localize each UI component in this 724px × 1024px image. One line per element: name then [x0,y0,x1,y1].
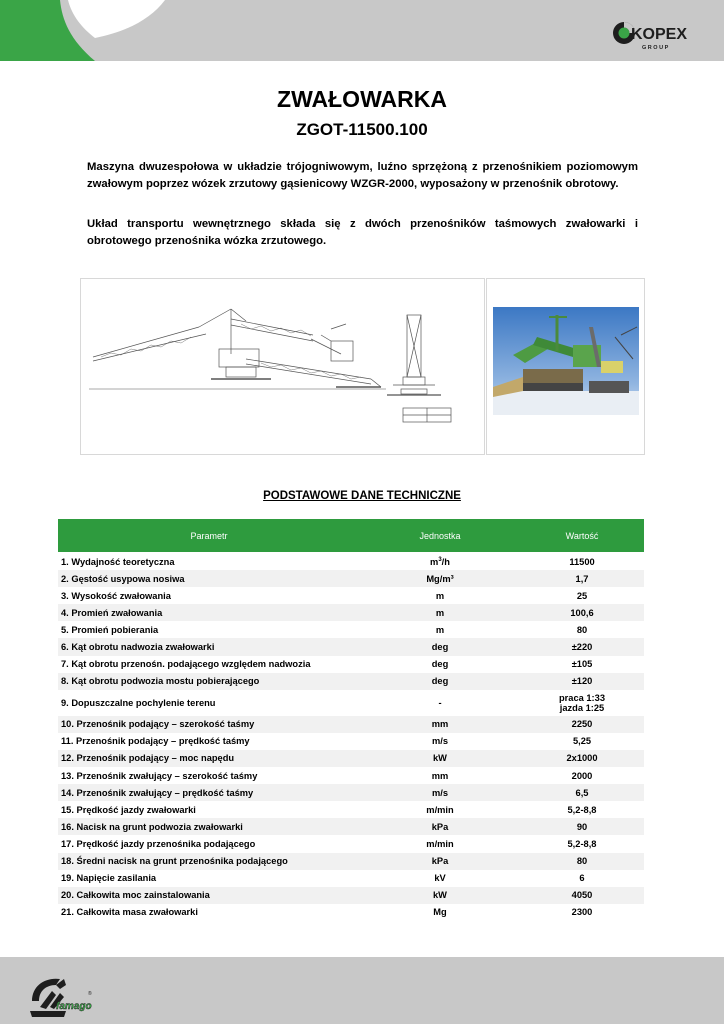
value-cell: 4050 [520,887,644,904]
unit-cell: mm [360,767,520,784]
section-heading: PODSTAWOWE DANE TECHNICZNE [263,490,461,502]
table-row [58,904,644,921]
table-row [58,733,644,750]
table-row [58,638,644,655]
unit-cell: Mg [360,904,520,921]
value-line-2: jazda 1:25 [559,702,605,713]
unit-cell: kW [360,750,520,767]
unit-cell: deg [360,673,520,690]
unit-cell: mm [360,716,520,733]
unit-cell: m [360,621,520,638]
table-row [58,570,644,587]
parameter-cell: 1. Wydajność teoretyczna [58,553,360,570]
value-cell: 100,6 [520,604,644,621]
table-row [58,853,644,870]
unit-cell: m/min [360,835,520,852]
value-cell: 80 [520,853,644,870]
table-row [58,835,644,852]
table-row [58,690,644,716]
parameter-cell: 12. Przenośnik podający – moc napędu [58,750,360,767]
kopex-logo-subtext: G R O U P [642,45,669,51]
parameter-cell: 14. Przenośnik zwałujący – prędkość taśmy [58,784,360,801]
footer-band [0,957,724,1024]
parameter-cell: 17. Prędkość jazdy przenośnika podającego [58,835,360,852]
value-cell: 2x1000 [520,750,644,767]
famago-logo [26,971,98,1021]
value-cell: 5,2-8,8 [520,801,644,818]
table-body [58,553,644,921]
unit-cell: m [360,587,520,604]
table-row [58,656,644,673]
parameter-cell: 7. Kąt obrotu przenośn. podającego względem nadwozia [58,656,360,673]
unit-superscript: 3 [438,557,442,563]
technical-drawing-figure [80,278,485,455]
unit-cell: kPa [360,853,520,870]
table-row [58,716,644,733]
parameter-cell: 20. Całkowita moc zainstalowania [58,887,360,904]
column-header-value: Wartość [520,519,644,553]
parameter-cell: 15. Prędkość jazdy zwałowarki [58,801,360,818]
table-row [58,784,644,801]
value-cell: 5,25 [520,733,644,750]
header-band [0,0,724,61]
parameter-cell: 18. Średni nacisk na grunt przenośnika podającego [58,853,360,870]
table-row [58,621,644,638]
decorative-arc-graphic [0,0,170,61]
parameter-cell: 9. Dopuszczalne pochylenie terenu [58,690,360,716]
unit-cell: m/s [360,733,520,750]
unit-cell: m/s [360,784,520,801]
unit-cell: deg [360,638,520,655]
unit-cell: - [360,690,520,716]
value-cell: 90 [520,818,644,835]
table-row [58,767,644,784]
parameter-cell: 3. Wysokość zwałowania [58,587,360,604]
value-cell: ±105 [520,656,644,673]
unit-cell: kW [360,887,520,904]
column-header-parameter: Parametr [58,519,360,553]
value-line-1: praca 1:33 [559,692,605,703]
unit-cell: deg [360,656,520,673]
famago-logo-text: famago [56,1001,92,1012]
table-row [58,604,644,621]
value-cell: 6,5 [520,784,644,801]
parameter-cell: 2. Gęstość usypowa nosiwa [58,570,360,587]
intro-paragraph-2: Układ transportu wewnętrznego składa się z dwóch przenośników taśmowych zwałowarki i obrotowego przenośnika wózka zrzutowego. [87,218,638,247]
kopex-logo [612,16,710,52]
table-row [58,673,644,690]
value-cell: 2250 [520,716,644,733]
page-title: ZWAŁOWARKA [277,86,447,112]
parameter-cell: 21. Całkowita masa zwałowarki [58,904,360,921]
unit-cell: kPa [360,818,520,835]
table-row [58,887,644,904]
value-cell: 6 [520,870,644,887]
table-row [58,587,644,604]
column-header-unit: Jednostka [360,519,520,553]
parameter-cell: 16. Nacisk na grunt podwozia zwałowarki [58,818,360,835]
table-row [58,870,644,887]
unit-cell: kV [360,870,520,887]
value-cell: 11500 [520,553,644,570]
unit-cell: m [360,604,520,621]
unit-cell [360,553,520,570]
value-cell: 1,7 [520,570,644,587]
value-cell: ±120 [520,673,644,690]
unit-suffix: /h [441,557,450,568]
unit-cell: m/min [360,801,520,818]
technical-drawing [81,279,486,456]
parameter-cell: 13. Przenośnik zwałujący – szerokość taśmy [58,767,360,784]
value-cell: 2300 [520,904,644,921]
technical-data-table [58,519,644,921]
parameter-cell: 10. Przenośnik podający – szerokość taśmy [58,716,360,733]
table-row [58,801,644,818]
table-row [58,553,644,570]
parameter-cell: 11. Przenośnik podający – prędkość taśmy [58,733,360,750]
unit-base: m [430,557,439,568]
page-subtitle: ZGOT-11500.100 [296,120,428,139]
unit-cell: Mg/m³ [360,570,520,587]
parameter-cell: 5. Promień pobierania [58,621,360,638]
intro-paragraph-1: Maszyna dwuzespołowa w układzie trójogniwowym, luźno sprzężoną z przenośnikiem poziomowym zwałowym poprzez wózek zrzutowy gąsienicowy WZGR-2000, wyposażony w przenośnik obrotowy. [87,161,638,190]
value-cell: ±220 [520,638,644,655]
value-cell: 2000 [520,767,644,784]
value-cell: 80 [520,621,644,638]
kopex-logo-text: KOPEX [631,26,688,43]
value-cell [520,690,644,716]
parameter-cell: 8. Kąt obrotu podwozia mostu pobierającego [58,673,360,690]
table-row [58,750,644,767]
table-row [58,818,644,835]
parameter-cell: 19. Napięcie zasilania [58,870,360,887]
parameter-cell: 6. Kąt obrotu nadwozia zwałowarki [58,638,360,655]
parameter-cell: 4. Promień zwałowania [58,604,360,621]
value-cell: 5,2-8,8 [520,835,644,852]
registered-mark-icon: ® [88,991,92,997]
table-header-row [58,519,644,553]
machine-photo [493,307,639,415]
value-cell: 25 [520,587,644,604]
